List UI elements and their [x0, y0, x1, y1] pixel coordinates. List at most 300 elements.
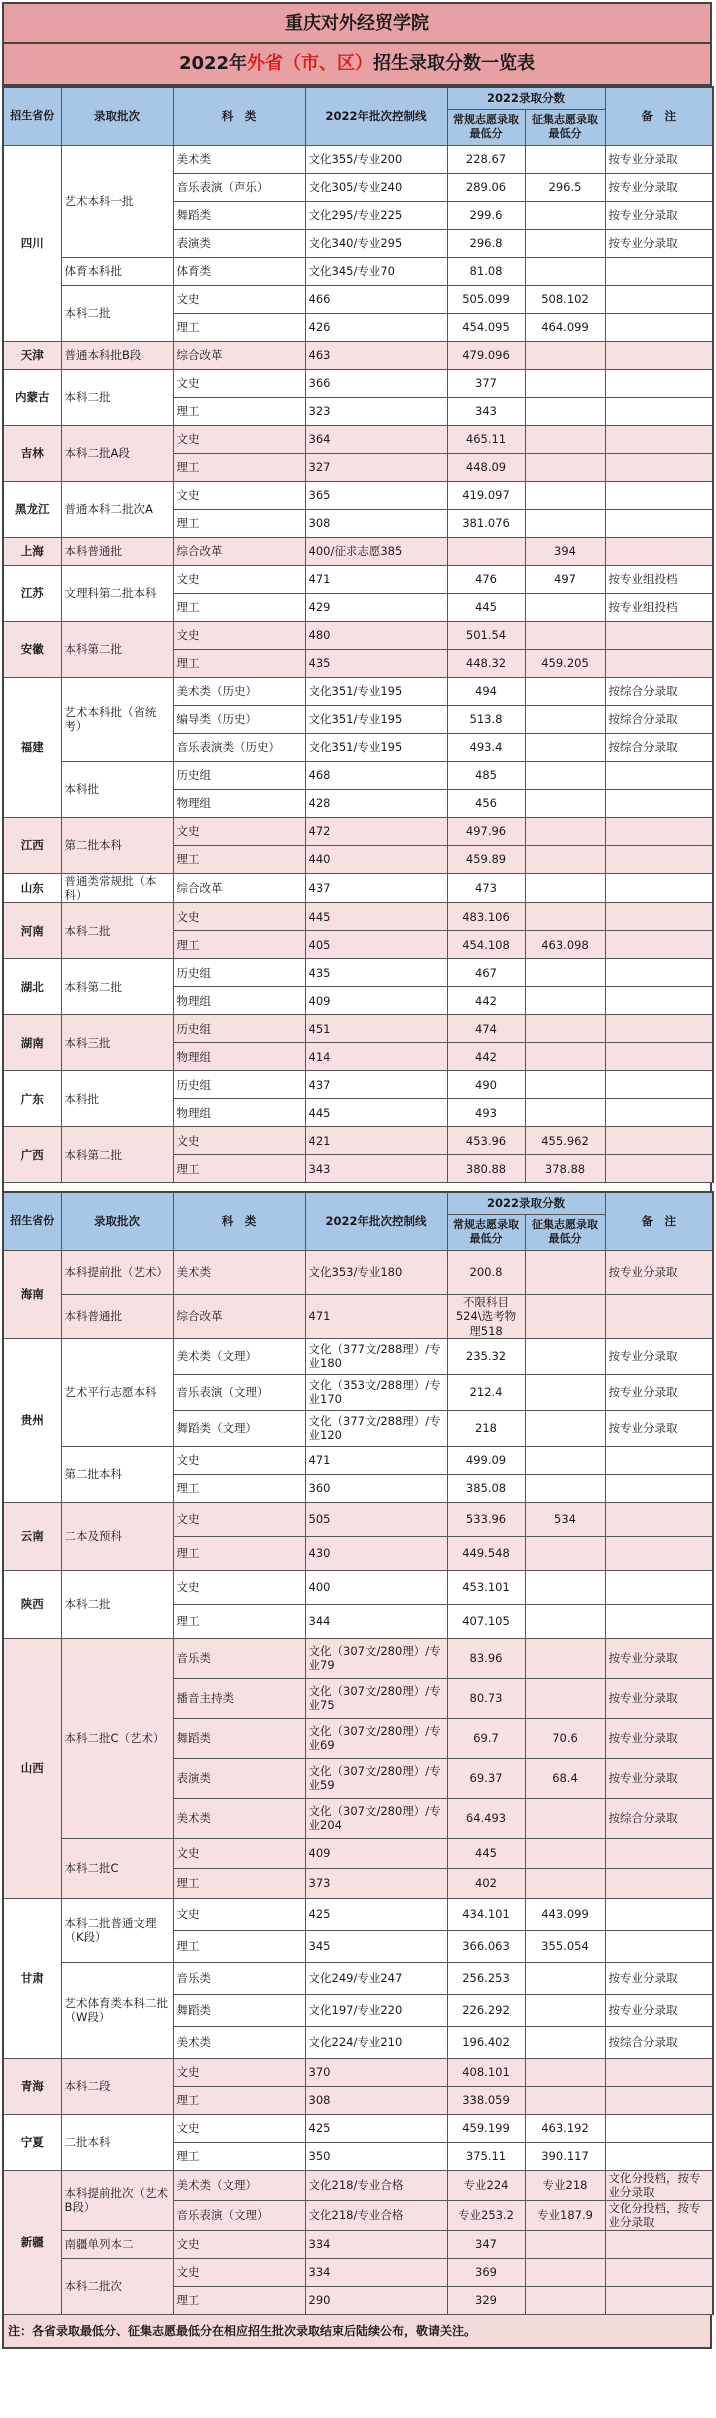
remarks-cell: 按专业分录取: [605, 1410, 713, 1446]
control-line-cell: 435: [305, 959, 447, 987]
batch-cell: 本科二批C（艺术）: [61, 1638, 173, 1838]
supplementary-score-cell: [525, 845, 605, 873]
control-line-cell: 414: [305, 1043, 447, 1071]
regular-score-cell: 369: [447, 2258, 525, 2286]
regular-score-cell: 465.11: [447, 425, 525, 453]
category-cell: 理工: [173, 2086, 305, 2114]
control-line-cell: 文化（307文/280理）/专业59: [305, 1758, 447, 1798]
control-line-cell: 文化（377文/288理）/专业120: [305, 1410, 447, 1446]
batch-cell: 二本及预科: [61, 1502, 173, 1570]
regular-score-cell: 408.101: [447, 2058, 525, 2086]
control-line-cell: 430: [305, 1536, 447, 1570]
table-row: [3, 481, 713, 509]
control-line-cell: 350: [305, 2142, 447, 2170]
control-line-cell: 471: [305, 565, 447, 593]
header-remarks: 备 注: [605, 1192, 713, 1250]
regular-score-cell: 235.32: [447, 1338, 525, 1374]
category-cell: 理工: [173, 2142, 305, 2170]
header-category: 科 类: [173, 87, 305, 145]
table-row: [3, 1962, 713, 1994]
table-row: [3, 1015, 713, 1043]
table-row: [3, 1338, 713, 1374]
batch-cell: 二批本科: [61, 2114, 173, 2170]
control-line-cell: 373: [305, 1868, 447, 1898]
table-row: [3, 817, 713, 845]
supplementary-score-cell: [525, 621, 605, 649]
title-rest: 招生录取分数一览表: [373, 53, 536, 74]
remarks-cell: [605, 987, 713, 1015]
control-line-cell: 366: [305, 369, 447, 397]
supplementary-score-cell: 296.5: [525, 173, 605, 201]
control-line-cell: 323: [305, 397, 447, 425]
control-line-cell: 360: [305, 1474, 447, 1502]
control-line-cell: 425: [305, 2114, 447, 2142]
supplementary-score-cell: 455.962: [525, 1127, 605, 1155]
category-cell: 理工: [173, 649, 305, 677]
header-row: [3, 87, 713, 109]
province-cell: 天津: [3, 341, 61, 369]
control-line-cell: 文化351/专业195: [305, 733, 447, 761]
category-cell: 音乐表演类（历史）: [173, 733, 305, 761]
remarks-cell: [605, 1155, 713, 1183]
regular-score-cell: 454.095: [447, 313, 525, 341]
remarks-cell: [605, 397, 713, 425]
batch-cell: 普通本科批B段: [61, 341, 173, 369]
province-cell: 内蒙古: [3, 369, 61, 425]
control-line-cell: 466: [305, 285, 447, 313]
regular-score-cell: 338.059: [447, 2086, 525, 2114]
supplementary-score-cell: [525, 1638, 605, 1678]
remarks-cell: 按专业分录取: [605, 1638, 713, 1678]
supplementary-score-cell: 459.205: [525, 649, 605, 677]
control-line-cell: 文化224/专业210: [305, 2026, 447, 2058]
category-cell: 文史: [173, 817, 305, 845]
supplementary-score-cell: [525, 677, 605, 705]
regular-score-cell: 419.097: [447, 481, 525, 509]
control-line-cell: 425: [305, 1898, 447, 1930]
regular-score-cell: 69.7: [447, 1718, 525, 1758]
supplementary-score-cell: 497: [525, 565, 605, 593]
supplementary-score-cell: [525, 1410, 605, 1446]
category-cell: 综合改革: [173, 873, 305, 903]
section-gap: [2, 1183, 712, 1191]
remarks-cell: 按专业分录取: [605, 1250, 713, 1294]
supplementary-score-cell: [525, 229, 605, 257]
remarks-cell: [605, 1536, 713, 1570]
province-cell: 山东: [3, 873, 61, 903]
supplementary-score-cell: [525, 733, 605, 761]
category-cell: 文史: [173, 481, 305, 509]
remarks-cell: [605, 257, 713, 285]
table-row: [3, 873, 713, 903]
category-cell: 美术类: [173, 145, 305, 173]
province-cell: 海南: [3, 1250, 61, 1338]
category-cell: 舞蹈类: [173, 1994, 305, 2026]
regular-score-cell: 402: [447, 1868, 525, 1898]
control-line-cell: 文化（307文/280理）/专业204: [305, 1798, 447, 1838]
supplementary-score-cell: 508.102: [525, 285, 605, 313]
category-cell: 文史: [173, 2230, 305, 2258]
footnote-text: 注：各省录取最低分、征集志愿最低分在相应招生批次录取结束后陆续公布，敬请关注。: [8, 2323, 477, 2338]
batch-cell: 本科二批: [61, 903, 173, 959]
supplementary-score-cell: [525, 1374, 605, 1410]
supplementary-score-cell: [525, 1446, 605, 1474]
regular-score-cell: 289.06: [447, 173, 525, 201]
category-cell: 理工: [173, 845, 305, 873]
regular-score-cell: 494: [447, 677, 525, 705]
table-row: [3, 1250, 713, 1294]
supplementary-score-cell: [525, 1536, 605, 1570]
table-row: [3, 2058, 713, 2086]
category-cell: 理工: [173, 397, 305, 425]
header-row: [3, 1192, 713, 1214]
province-cell: 江西: [3, 817, 61, 873]
regular-score-cell: 499.09: [447, 1446, 525, 1474]
remarks-cell: 按专业分录取: [605, 1994, 713, 2026]
footnote: [2, 2315, 712, 2349]
table-row: [3, 537, 713, 565]
regular-score-cell: 81.08: [447, 257, 525, 285]
control-line-cell: 334: [305, 2258, 447, 2286]
control-line-cell: 471: [305, 1446, 447, 1474]
supplementary-score-cell: [525, 1798, 605, 1838]
remarks-cell: [605, 959, 713, 987]
table-row: [3, 257, 713, 285]
remarks-cell: [605, 789, 713, 817]
control-line-cell: 文化（377文/288理）/专业180: [305, 1338, 447, 1374]
supplementary-score-cell: 394: [525, 537, 605, 565]
category-cell: 历史组: [173, 1071, 305, 1099]
table-row: [3, 2170, 713, 2200]
province-cell: 福建: [3, 677, 61, 817]
province-cell: 云南: [3, 1502, 61, 1570]
supplementary-score-cell: [525, 959, 605, 987]
regular-score-cell: 80.73: [447, 1678, 525, 1718]
supplementary-score-cell: 378.88: [525, 1155, 605, 1183]
control-line-cell: 文化（353文/288理）/专业170: [305, 1374, 447, 1410]
remarks-cell: [605, 903, 713, 931]
college-title: [2, 2, 712, 44]
control-line-cell: 327: [305, 453, 447, 481]
table-row: [3, 1294, 713, 1338]
table-row: [3, 1127, 713, 1155]
supplementary-score-cell: [525, 1868, 605, 1898]
remarks-cell: [605, 1868, 713, 1898]
remarks-cell: [605, 1570, 713, 1604]
category-cell: 文史: [173, 1838, 305, 1868]
category-cell: 体育类: [173, 257, 305, 285]
remarks-cell: [605, 621, 713, 649]
remarks-cell: [605, 1838, 713, 1868]
regular-score-cell: 64.493: [447, 1798, 525, 1838]
remarks-cell: [605, 1930, 713, 1962]
category-cell: 理工: [173, 1155, 305, 1183]
control-line-cell: 505: [305, 1502, 447, 1536]
control-line-cell: 343: [305, 1155, 447, 1183]
batch-cell: 第二批本科: [61, 1446, 173, 1502]
control-line-cell: 400: [305, 1570, 447, 1604]
control-line-cell: 421: [305, 1127, 447, 1155]
category-cell: 理工: [173, 1536, 305, 1570]
header-batch: 录取批次: [61, 1192, 173, 1250]
regular-score-cell: 434.101: [447, 1898, 525, 1930]
header-regular-score: 常规志愿录取最低分: [447, 1214, 525, 1250]
supplementary-score-cell: [525, 1838, 605, 1868]
remarks-cell: [605, 425, 713, 453]
province-cell: 宁夏: [3, 2114, 61, 2170]
batch-cell: 本科提前批（艺术）: [61, 1250, 173, 1294]
control-line-cell: 440: [305, 845, 447, 873]
remarks-cell: 按专业分录取: [605, 1678, 713, 1718]
supplementary-score-cell: 390.117: [525, 2142, 605, 2170]
regular-score-cell: [447, 537, 525, 565]
category-cell: 美术类: [173, 1798, 305, 1838]
regular-score-cell: 445: [447, 1838, 525, 1868]
supplementary-score-cell: [525, 1604, 605, 1638]
remarks-cell: 按专业组投档: [605, 565, 713, 593]
remarks-cell: [605, 1294, 713, 1338]
batch-cell: 本科二批: [61, 369, 173, 425]
table-title: [2, 44, 712, 86]
supplementary-score-cell: [525, 1250, 605, 1294]
control-line-cell: 文化351/专业195: [305, 677, 447, 705]
supplementary-score-cell: [525, 341, 605, 369]
remarks-cell: 文化分投档，按专业分录取: [605, 2200, 713, 2230]
category-cell: 播音主持类: [173, 1678, 305, 1718]
table-row: [3, 1071, 713, 1099]
province-cell: 上海: [3, 537, 61, 565]
table-row: [3, 903, 713, 931]
supplementary-score-cell: [525, 2286, 605, 2314]
remarks-cell: [605, 873, 713, 903]
regular-score-cell: 380.88: [447, 1155, 525, 1183]
regular-score-cell: 453.101: [447, 1570, 525, 1604]
category-cell: 理工: [173, 2286, 305, 2314]
batch-cell: 本科第二批: [61, 959, 173, 1015]
province-cell: 广东: [3, 1071, 61, 1127]
category-cell: 理工: [173, 593, 305, 621]
remarks-cell: 文化分投档，按专业分录取: [605, 2170, 713, 2200]
category-cell: 美术类（文理）: [173, 1338, 305, 1374]
control-line-cell: 365: [305, 481, 447, 509]
supplementary-score-cell: [525, 509, 605, 537]
supplementary-score-cell: [525, 1071, 605, 1099]
remarks-cell: 按综合分录取: [605, 1798, 713, 1838]
remarks-cell: [605, 649, 713, 677]
province-cell: 青海: [3, 2058, 61, 2114]
supplementary-score-cell: [525, 1570, 605, 1604]
category-cell: 美术类（文理）: [173, 2170, 305, 2200]
table-row: [3, 959, 713, 987]
regular-score-cell: 501.54: [447, 621, 525, 649]
supplementary-score-cell: 464.099: [525, 313, 605, 341]
category-cell: 舞蹈类: [173, 1718, 305, 1758]
remarks-cell: [605, 341, 713, 369]
header-supplementary-score: 征集志愿录取最低分: [525, 109, 605, 145]
header-supplementary-score: 征集志愿录取最低分: [525, 1214, 605, 1250]
control-line-cell: 463: [305, 341, 447, 369]
remarks-cell: [605, 1015, 713, 1043]
category-cell: 音乐类: [173, 1962, 305, 1994]
regular-score-cell: 442: [447, 987, 525, 1015]
control-line-cell: 文化340/专业295: [305, 229, 447, 257]
province-cell: 江苏: [3, 565, 61, 621]
remarks-cell: 按专业分录取: [605, 1338, 713, 1374]
remarks-cell: [605, 2142, 713, 2170]
category-cell: 理工: [173, 313, 305, 341]
control-line-cell: 308: [305, 2086, 447, 2114]
remarks-cell: [605, 2230, 713, 2258]
category-cell: 文史: [173, 621, 305, 649]
batch-cell: 本科二批: [61, 1570, 173, 1638]
batch-cell: 本科普通批: [61, 537, 173, 565]
supplementary-score-cell: [525, 705, 605, 733]
batch-cell: 第二批本科: [61, 817, 173, 873]
category-cell: 理工: [173, 1474, 305, 1502]
supplementary-score-cell: [525, 761, 605, 789]
regular-score-cell: 256.253: [447, 1962, 525, 1994]
remarks-cell: [605, 481, 713, 509]
control-line-cell: 409: [305, 987, 447, 1015]
supplementary-score-cell: [525, 2086, 605, 2114]
regular-score-cell: 343: [447, 397, 525, 425]
batch-cell: 普通类常规批（本科）: [61, 873, 173, 903]
regular-score-cell: 83.96: [447, 1638, 525, 1678]
regular-score-cell: 490: [447, 1071, 525, 1099]
college-title-text: 重庆对外经贸学院: [285, 13, 429, 34]
province-cell: 山西: [3, 1638, 61, 1898]
regular-score-cell: 69.37: [447, 1758, 525, 1798]
regular-score-cell: 459.89: [447, 845, 525, 873]
regular-score-cell: 448.32: [447, 649, 525, 677]
remarks-cell: [605, 1127, 713, 1155]
table-row: [3, 1502, 713, 1536]
category-cell: 物理组: [173, 987, 305, 1015]
category-cell: 舞蹈类（文理）: [173, 1410, 305, 1446]
regular-score-cell: 453.96: [447, 1127, 525, 1155]
supplementary-score-cell: 70.6: [525, 1718, 605, 1758]
regular-score-cell: 299.6: [447, 201, 525, 229]
supplementary-score-cell: [525, 1338, 605, 1374]
regular-score-cell: 459.199: [447, 2114, 525, 2142]
table-row: [3, 369, 713, 397]
regular-score-cell: 385.08: [447, 1474, 525, 1502]
admission-score-sheet: [2, 2, 712, 2349]
province-cell: 四川: [3, 145, 61, 341]
regular-score-cell: 218: [447, 1410, 525, 1446]
regular-score-cell: 454.108: [447, 931, 525, 959]
remarks-cell: [605, 2086, 713, 2114]
remarks-cell: 按专业分录取: [605, 1962, 713, 1994]
regular-score-cell: 296.8: [447, 229, 525, 257]
remarks-cell: 按专业分录取: [605, 1758, 713, 1798]
remarks-cell: [605, 2258, 713, 2286]
category-cell: 表演类: [173, 1758, 305, 1798]
control-line-cell: 405: [305, 931, 447, 959]
table-row: [3, 1446, 713, 1474]
province-cell: 黑龙江: [3, 481, 61, 537]
supplementary-score-cell: [525, 1962, 605, 1994]
supplementary-score-cell: [525, 425, 605, 453]
remarks-cell: [605, 931, 713, 959]
regular-score-cell: 407.105: [447, 1604, 525, 1638]
category-cell: 美术类: [173, 2026, 305, 2058]
remarks-cell: [605, 285, 713, 313]
category-cell: 历史组: [173, 1015, 305, 1043]
regular-score-cell: 442: [447, 1043, 525, 1071]
province-cell: 陕西: [3, 1570, 61, 1638]
regular-score-cell: 347: [447, 2230, 525, 2258]
remarks-cell: 按专业分录取: [605, 145, 713, 173]
regular-score-cell: 375.11: [447, 2142, 525, 2170]
supplementary-score-cell: [525, 1099, 605, 1127]
supplementary-score-cell: [525, 1043, 605, 1071]
regular-score-cell: 200.8: [447, 1250, 525, 1294]
header-remarks: 备 注: [605, 87, 713, 145]
province-cell: 湖南: [3, 1015, 61, 1071]
remarks-cell: [605, 1898, 713, 1930]
category-cell: 历史组: [173, 959, 305, 987]
regular-score-cell: 505.099: [447, 285, 525, 313]
category-cell: 文史: [173, 565, 305, 593]
batch-cell: 体育本科批: [61, 257, 173, 285]
supplementary-score-cell: [525, 201, 605, 229]
regular-score-cell: 212.4: [447, 1374, 525, 1410]
supplementary-score-cell: 443.099: [525, 1898, 605, 1930]
table-row: [3, 2258, 713, 2286]
supplementary-score-cell: [525, 481, 605, 509]
regular-score-cell: 不限科目524\选考物理518: [447, 1294, 525, 1338]
header-province: 招生省份: [3, 1192, 61, 1250]
regular-score-cell: 226.292: [447, 1994, 525, 2026]
control-line-cell: 308: [305, 509, 447, 537]
control-line-cell: 364: [305, 425, 447, 453]
table-row: [3, 677, 713, 705]
batch-cell: 本科第二批: [61, 1127, 173, 1183]
remarks-cell: [605, 1043, 713, 1071]
supplementary-score-cell: [525, 2058, 605, 2086]
batch-cell: 本科批: [61, 761, 173, 817]
category-cell: 音乐表演（文理）: [173, 1374, 305, 1410]
remarks-cell: [605, 369, 713, 397]
category-cell: 文史: [173, 903, 305, 931]
remarks-cell: 按专业分录取: [605, 201, 713, 229]
batch-cell: 本科二批: [61, 285, 173, 341]
control-line-cell: 426: [305, 313, 447, 341]
supplementary-score-cell: [525, 1994, 605, 2026]
batch-cell: 本科提前批次（艺术B段）: [61, 2170, 173, 2230]
category-cell: 文史: [173, 285, 305, 313]
control-line-cell: 480: [305, 621, 447, 649]
remarks-cell: [605, 1604, 713, 1638]
control-line-cell: 468: [305, 761, 447, 789]
control-line-cell: 451: [305, 1015, 447, 1043]
control-line-cell: 文化295/专业225: [305, 201, 447, 229]
remarks-cell: [605, 1099, 713, 1127]
category-cell: 文史: [173, 1127, 305, 1155]
title-year: 2022年: [178, 53, 248, 74]
regular-score-cell: 448.09: [447, 453, 525, 481]
regular-score-cell: 228.67: [447, 145, 525, 173]
remarks-cell: 按综合分录取: [605, 2026, 713, 2058]
control-line-cell: 429: [305, 593, 447, 621]
category-cell: 历史组: [173, 761, 305, 789]
supplementary-score-cell: [525, 2258, 605, 2286]
control-line-cell: 437: [305, 873, 447, 903]
category-cell: 文史: [173, 2114, 305, 2142]
control-line-cell: 文化218/专业合格: [305, 2200, 447, 2230]
category-cell: 音乐表演（文理）: [173, 2200, 305, 2230]
